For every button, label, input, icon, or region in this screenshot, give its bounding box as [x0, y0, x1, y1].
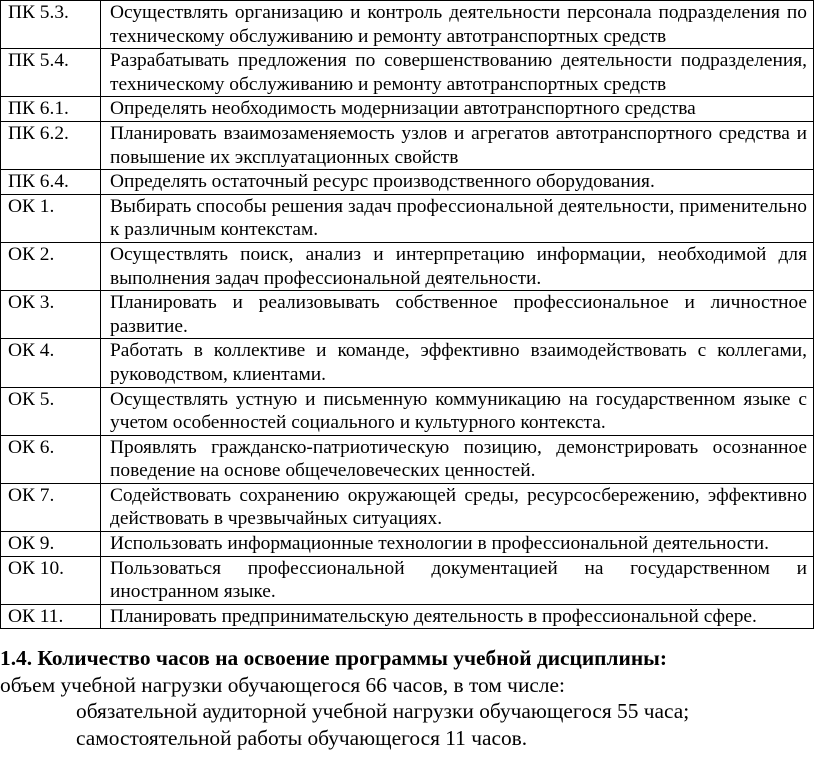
table-row: [1, 97, 814, 122]
table-row: [1, 242, 814, 290]
competency-description: Работать в коллективе и команде, эффективно взаимодействовать с коллегами, руководством, клиентами.: [101, 339, 814, 387]
competency-description: Пользоваться профессиональной документацией на государственном и иностранном языке.: [101, 556, 814, 604]
competency-code: ПК 6.1.: [1, 97, 101, 122]
competency-code: ОК 4.: [1, 339, 101, 387]
competency-code: ПК 5.4.: [1, 49, 101, 97]
competency-description: Планировать и реализовывать собственное профессиональное и личностное развитие.: [101, 291, 814, 339]
competency-code: ПК 5.3.: [1, 1, 101, 49]
table-row: [1, 387, 814, 435]
hours-section: [0, 645, 816, 751]
competency-description: Выбирать способы решения задач профессиональной деятельности, применительно к различным контекстам.: [101, 194, 814, 242]
competency-description: Планировать взаимозаменяемость узлов и агрегатов автотранспортного средства и повышение их эксплуатационных свойств: [101, 121, 814, 169]
table-row: [1, 121, 814, 169]
competency-code: ОК 9.: [1, 532, 101, 557]
competency-code: ОК 2.: [1, 242, 101, 290]
competency-code: ПК 6.4.: [1, 170, 101, 195]
competency-description: Определять остаточный ресурс производственного оборудования.: [101, 170, 814, 195]
table-row: [1, 49, 814, 97]
table-row: [1, 291, 814, 339]
competency-description: Осуществлять устную и письменную коммуникацию на государственном языке с учетом особенностей социального и культурного контекста.: [101, 387, 814, 435]
table-row: [1, 604, 814, 629]
table-row: [1, 532, 814, 557]
competency-description: Планировать предпринимательскую деятельность в профессиональной сфере.: [101, 604, 814, 629]
competency-description: Осуществлять организацию и контроль деятельности персонала подразделения по техническому обслуживанию и ремонту автотранспортных средств: [101, 1, 814, 49]
table-row: [1, 339, 814, 387]
table-row: [1, 483, 814, 531]
table-row: [1, 435, 814, 483]
table-row: [1, 1, 814, 49]
competency-code: ОК 6.: [1, 435, 101, 483]
competency-description: Разрабатывать предложения по совершенствованию деятельности подразделения, техническому обслуживанию и ремонту автотранспортных средств: [101, 49, 814, 97]
competency-description: Осуществлять поиск, анализ и интерпретацию информации, необходимой для выполнения задач профессиональной деятельности.: [101, 242, 814, 290]
table-row: [1, 170, 814, 195]
competency-description: Определять необходимость модернизации автотранспортного средства: [101, 97, 814, 122]
competency-description: Содействовать сохранению окружающей среды, ресурсосбережению, эффективно действовать в чрезвычайных ситуациях.: [101, 483, 814, 531]
competency-code: ПК 6.2.: [1, 121, 101, 169]
competency-code: ОК 10.: [1, 556, 101, 604]
table-row: [1, 556, 814, 604]
classroom-load-line: обязательной аудиторной учебной нагрузки обучающегося 55 часа;: [76, 699, 690, 724]
section-heading: 1.4. Количество часов на освоение программы учебной дисциплины:: [0, 646, 667, 670]
competency-code: ОК 3.: [1, 291, 101, 339]
competency-description: Проявлять гражданско-патриотическую позицию, демонстрировать осознанное поведение на основе общечеловеческих ценностей.: [101, 435, 814, 483]
competency-code: ОК 7.: [1, 483, 101, 531]
competency-code: ОК 11.: [1, 604, 101, 629]
total-load-line: объем учебной нагрузки обучающегося 66 часов, в том числе:: [0, 672, 565, 697]
competency-description: Использовать информационные технологии в профессиональной деятельности.: [101, 532, 814, 557]
self-study-line: самостоятельной работы обучающегося 11 часов.: [76, 725, 528, 750]
competency-code: ОК 5.: [1, 387, 101, 435]
table-row: [1, 194, 814, 242]
competency-code: ОК 1.: [1, 194, 101, 242]
